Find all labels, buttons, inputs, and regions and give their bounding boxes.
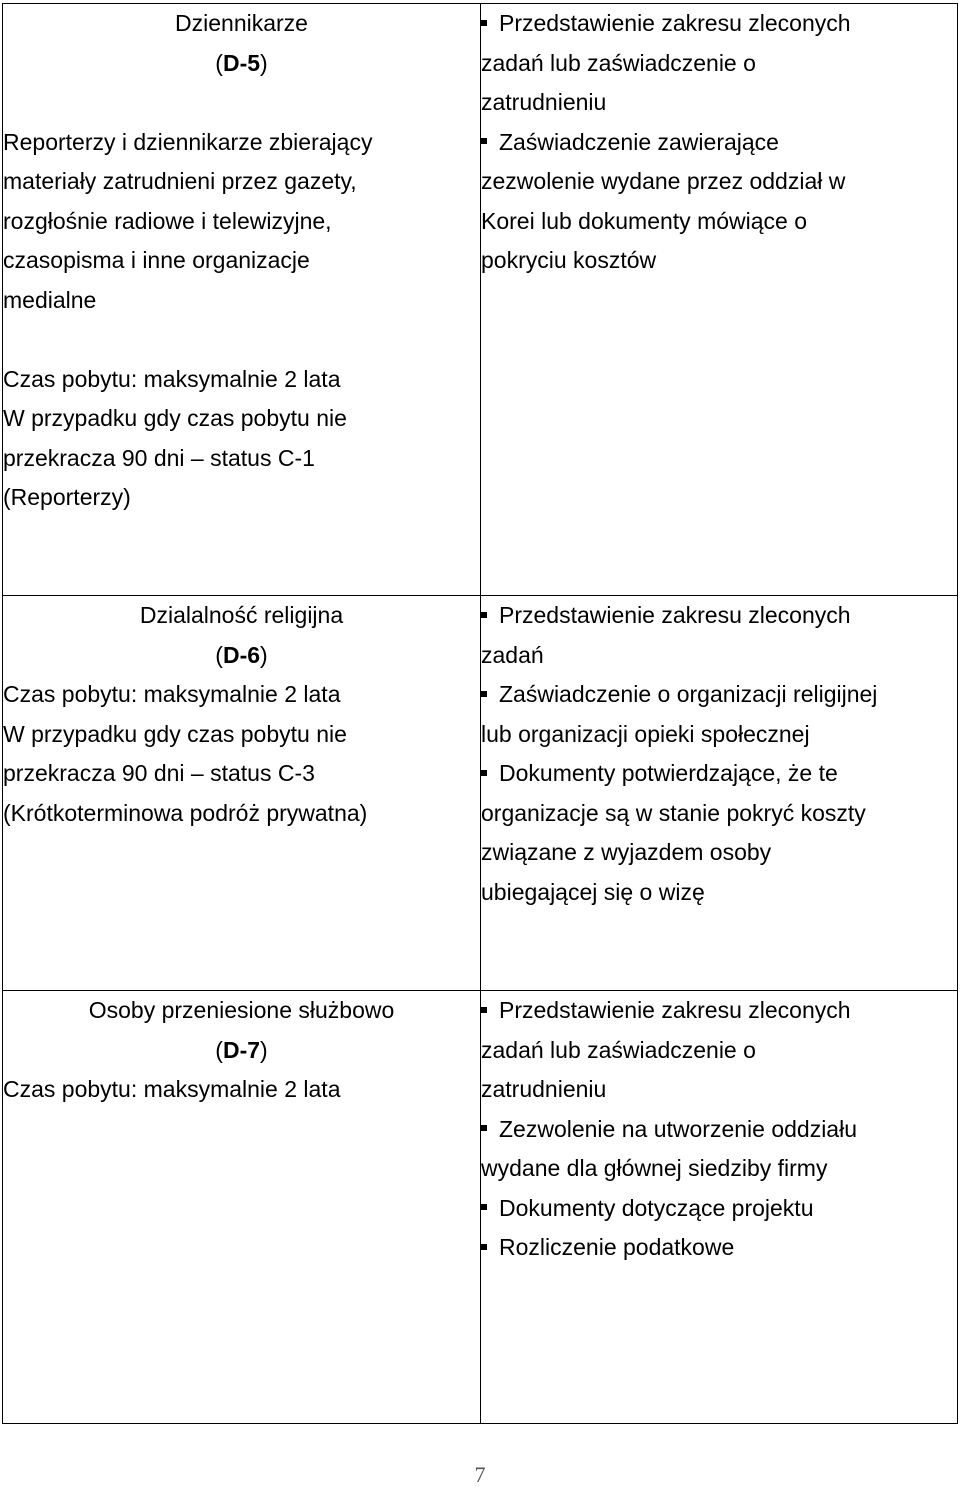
bullet-icon [481,691,487,697]
table-row-d5 [3,4,958,596]
description-line: czasopisma i inne organizacje [3,247,310,273]
requirement-line: zadań lub zaświadczenie o [481,49,756,76]
bullet-icon [481,1244,487,1250]
bullet-icon [481,138,487,144]
visa-type-cell-d6 [3,596,481,991]
visa-category: Osoby przeniesione służbowo [88,997,395,1023]
requirement-line: wydane dla głównej siedziby firmy [481,1155,828,1181]
table-row-d7 [3,991,958,1424]
visa-code: (D-7) [215,1036,268,1063]
requirements-cell-d6 [481,596,958,991]
bullet-icon [481,1204,487,1210]
requirement-line: Korei lub dokumenty mówiące o [481,207,807,234]
bullet-icon [481,1125,487,1131]
visa-requirements-table [2,3,958,1424]
requirement-line: organizacje są w stanie pokryć koszty [481,799,866,826]
description-line: rozgłośnie radiowe i telewizyjne, [3,207,332,234]
requirement-item: Przedstawienie zakresu zleconych [481,596,957,636]
stay-line: przekracza 90 dni – status C-1 [3,444,315,471]
description-line: materiały zatrudnieni przez gazety, [3,168,357,194]
bullet-icon [481,20,487,26]
stay-line: (Krótkoterminowa podróż prywatna) [3,799,368,826]
stay-line: przekracza 90 dni – status C-3 [3,760,315,786]
requirement-line: zadań lub zaświadczenie o [481,1036,756,1063]
requirement-line: zezwolenie wydane przez oddział w [481,168,846,194]
stay-line: W przypadku gdy czas pobytu nie [3,405,347,431]
requirement-item: Zaświadczenie o organizacji religijnej [481,675,957,715]
visa-category: Dziennikarze [175,10,308,36]
stay-line: Czas pobytu: maksymalnie 2 lata [3,365,341,392]
stay-line: Czas pobytu: maksymalnie 2 lata [3,1076,341,1102]
requirement-item: Zezwolenie na utworzenie oddziału [481,1110,957,1150]
requirement-item: Zaświadczenie zawierające [481,123,957,163]
stay-line: (Reporterzy) [3,484,131,510]
requirement-line: ubiegającej się o wizę [481,878,705,905]
visa-type-cell-d7 [3,991,481,1424]
stay-line: Czas pobytu: maksymalnie 2 lata [3,681,341,707]
visa-category: Dzialalność religijna [139,602,344,628]
stay-line: W przypadku gdy czas pobytu nie [3,720,347,747]
requirement-item: Przedstawienie zakresu zleconych [481,4,957,44]
requirement-line: lub organizacji opieki społecznej [481,720,810,747]
requirement-line: zatrudnieniu [481,89,607,115]
requirement-item: Przedstawienie zakresu zleconych [481,991,957,1031]
bullet-icon [481,770,487,776]
description-line: medialne [3,286,97,313]
bullet-icon [481,612,487,618]
requirement-item: Dokumenty dotyczące projektu [481,1189,957,1229]
bullet-icon [481,1007,487,1013]
page-number: 7 [474,1462,486,1487]
requirement-line: zadań [481,641,544,668]
requirements-cell-d7 [481,991,958,1424]
requirements-cell-d5 [481,4,958,596]
visa-type-cell-d5 [3,4,481,596]
requirement-item: Rozliczenie podatkowe [481,1228,957,1268]
visa-code: (D-6) [215,641,268,668]
description-line: Reporterzy i dziennikarze zbierający [3,128,373,155]
visa-code: (D-5) [215,49,268,76]
requirement-line: związane z wyjazdem osoby [481,839,772,865]
table-row-d6 [3,596,958,991]
requirement-line: zatrudnieniu [481,1076,607,1102]
requirement-item: Dokumenty potwierdzające, że te [481,754,957,794]
requirement-line: pokryciu kosztów [481,247,657,273]
